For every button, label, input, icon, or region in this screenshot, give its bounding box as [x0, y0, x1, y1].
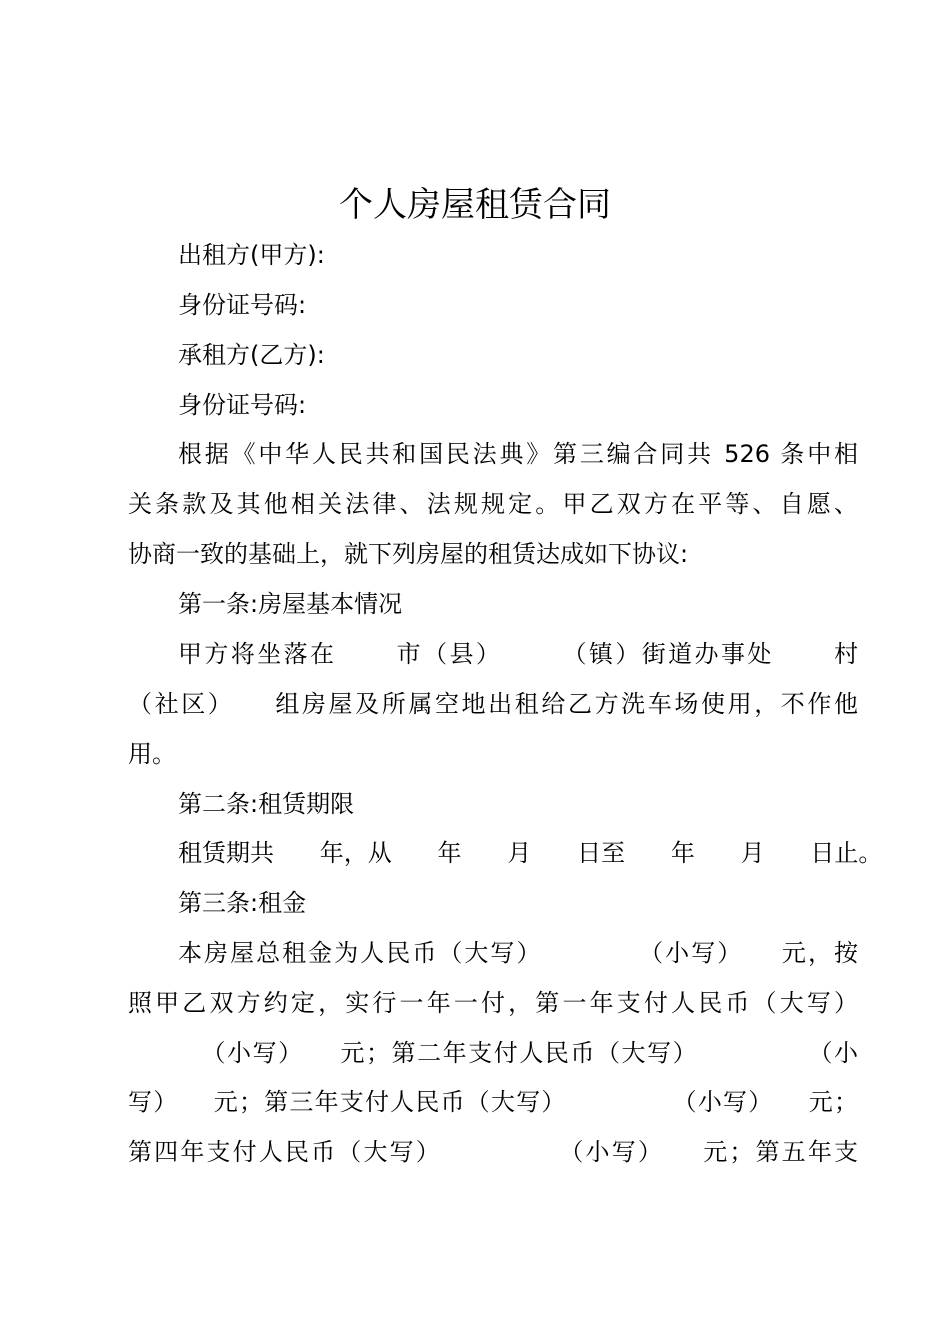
article-3-heading: 第三条:租金	[178, 889, 307, 917]
article-3-line-2: 照甲乙双方约定，实行一年一付，第一年支付人民币（大写）	[128, 989, 858, 1017]
article-3-line-1: 本房屋总租金为人民币（大写） （小写） 元，按	[178, 939, 858, 967]
article-1-line-3: 用。	[128, 740, 176, 768]
article-1-line-1: 甲方将坐落在 市（县） （镇）街道办事处 村	[178, 640, 858, 668]
article-3-line-4: 写） 元；第三年支付人民币（大写） （小写） 元；	[128, 1088, 858, 1116]
lessor-id-line: 身份证号码:	[178, 291, 307, 319]
lessor-line: 出租方(甲方):	[178, 241, 325, 269]
article-1-heading: 第一条:房屋基本情况	[178, 590, 403, 618]
lessee-line: 承租方(乙方):	[178, 341, 325, 369]
article-2-line-1: 租赁期共 年，从 年 月 日至 年 月 日止。	[178, 839, 883, 867]
preamble-line-3: 协商一致的基础上，就下列房屋的租赁达成如下协议:	[128, 540, 689, 568]
article-3-line-5: 第四年支付人民币（大写） （小写） 元；第五年支	[128, 1138, 858, 1166]
article-3-line-3: （小写） 元；第二年支付人民币（大写） （小	[128, 1039, 858, 1067]
article-1-line-2: （社区） 组房屋及所属空地出租给乙方洗车场使用，不作他	[128, 690, 858, 718]
preamble-line-2: 关条款及其他相关法律、法规规定。甲乙双方在平等、自愿、	[128, 490, 858, 518]
document-title: 个人房屋租赁合同	[339, 185, 611, 225]
article-2-heading: 第二条:租赁期限	[178, 790, 355, 818]
preamble-line-1: 根据《中华人民共和国民法典》第三编合同共 526 条中相	[178, 440, 858, 468]
lessee-id-line: 身份证号码:	[178, 391, 307, 419]
